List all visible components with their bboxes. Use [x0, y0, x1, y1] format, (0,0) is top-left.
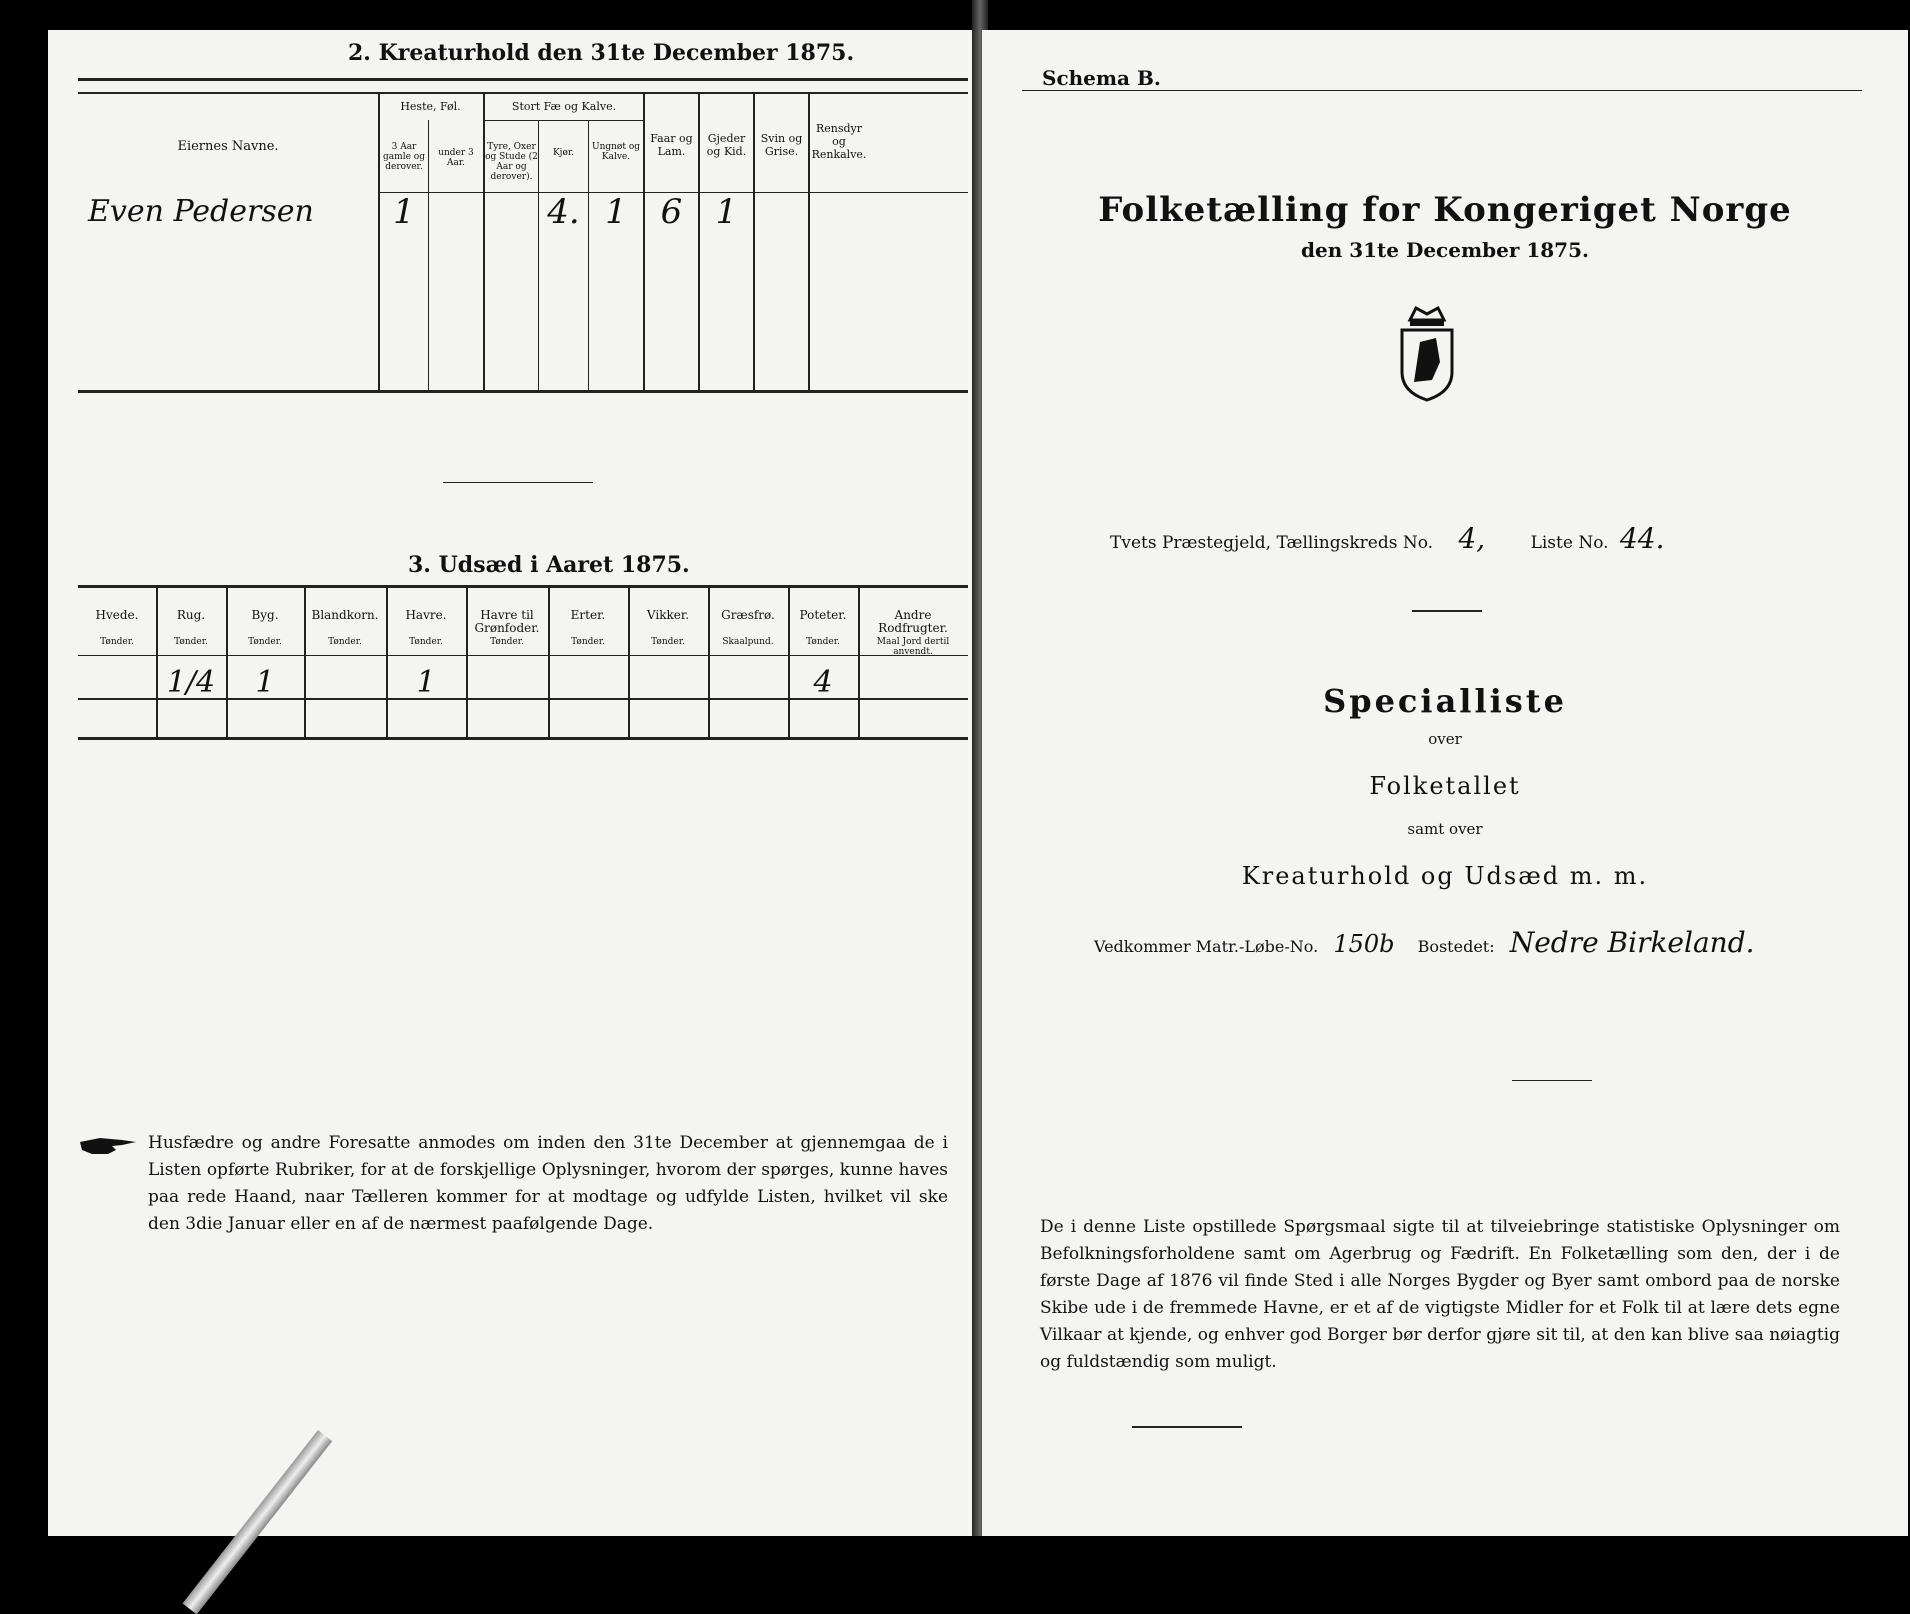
folketallet-text: Folketallet [1369, 772, 1521, 800]
over-text: over [1428, 730, 1462, 748]
matr-number: 150b [1333, 930, 1395, 958]
seed-header: Andre Rodfrugter. [878, 608, 948, 635]
seed-unit: Tønder. [806, 637, 840, 647]
seed-header: Blandkorn. [311, 608, 379, 622]
horses-group-header: Heste, Føl. [400, 100, 461, 113]
parish-label: Tvets Præstegjeld, Tællingskreds No. [1110, 533, 1434, 553]
divider [443, 482, 593, 483]
seed-value: 1 [255, 665, 275, 700]
horses-3plus-header: 3 Aar gamle og derover. [383, 142, 425, 172]
bulls-header: Tyre, Oxer og Stude (2 Aar og derover). [485, 142, 538, 182]
goats-header: Gjeder og Kid. [706, 132, 747, 158]
kreaturhold-text: Kreaturhold og Udsæd m. m. [1241, 862, 1649, 890]
owner-name: Even Pedersen [88, 194, 314, 229]
coat-of-arms-icon [1392, 302, 1462, 402]
seed-header: Havre. [405, 608, 447, 622]
divider [1022, 90, 1862, 91]
seed-header: Havre til Grønfoder. [474, 608, 540, 635]
seed-header: Græsfrø. [721, 608, 775, 622]
seed-header: Hvede. [95, 608, 139, 622]
seed-header: Poteter. [799, 608, 847, 622]
young-calves-value: 1 [605, 192, 627, 232]
seed-header: Vikker. [646, 608, 690, 622]
horses-under3-header: under 3 Aar. [438, 148, 474, 168]
pointing-hand-icon [78, 1130, 138, 1160]
samt-over-text: samt over [1407, 820, 1483, 838]
seed-header: Byg. [251, 608, 279, 622]
seed-unit: Tønder. [409, 637, 443, 647]
seed-unit: Tønder. [571, 637, 605, 647]
district-number: 4, [1458, 522, 1486, 555]
seed-unit: Tønder. [651, 637, 685, 647]
matr-label: Vedkommer Matr.-Løbe-No. [1094, 937, 1319, 956]
seed-unit: Maal Jord dertil anvendt. [876, 637, 950, 657]
bostedet-value: Nedre Birkeland. [1509, 926, 1755, 959]
matr-line [1094, 926, 1755, 959]
seed-header: Erter. [570, 608, 606, 622]
bostedet-label: Bostedet: [1417, 937, 1495, 956]
divider [78, 78, 968, 81]
pen-icon [183, 1430, 333, 1614]
notice-text: Husfædre og andre Foresatte anmodes om inden den 31te December at gjennemgaa de i Listen opførte Rubriker, for at de forskjellige Oplysninger, hvorom der spørges, kunne haves paa rede Haand, naar Tælleren kommer for at modtage og udfylde Listen, hvilket vil ske den 3die Januar eller en af de nærmest paafølgende Dage. [148, 1133, 948, 1234]
right-page [982, 30, 1908, 1536]
divider [1512, 1080, 1592, 1081]
goats-value: 1 [715, 192, 738, 232]
seed-value: 1/4 [166, 665, 216, 700]
sheep-header: Faar og Lam. [650, 132, 693, 158]
divider [1132, 1426, 1242, 1428]
cattle-group-header: Stort Fæ og Kalve. [511, 100, 617, 113]
page-date: den 31te December 1875. [1301, 238, 1589, 262]
list-number: 44. [1619, 522, 1665, 555]
seed-value: 4 [813, 665, 833, 700]
footer-text: De i denne Liste opstillede Spørgsmaal sigte til at tilveiebringe statistiske Oplysninger om Befolkningsforholdene samt om Agerbrug og Fædrift. En Folketælling som den, der i de første Dage af 1876 vil finde Sted i alle Norges Bygder og Byer samt ombord paa de norske Skibe ude i de fremmede Havne, er et af de vigtigste Midler for et Folk til at lære dets egne Vilkaar at kjende, og enhver god Borger bør derfor gjøre sit til, at den kan blive saa nøiagtig og fuldstændig som muligt. [1040, 1217, 1840, 1372]
left-page [48, 30, 978, 1536]
schema-label: Schema B. [1042, 66, 1161, 90]
section3-title: 3. Udsæd i Aaret 1875. [408, 552, 690, 578]
seed-unit: Tønder. [174, 637, 208, 647]
young-calves-header: Ungnøt og Kalve. [591, 142, 640, 162]
cows-header: Kjør. [552, 148, 575, 158]
sheep-value: 6 [660, 192, 683, 232]
livestock-table [78, 92, 968, 392]
seed-unit: Tønder. [328, 637, 362, 647]
special-list-heading: Specialliste [1323, 682, 1567, 720]
section2-title: 2. Kreaturhold den 31te December 1875. [348, 40, 855, 66]
seed-unit: Tønder. [248, 637, 282, 647]
seed-unit: Skaalpund. [722, 637, 774, 647]
parish-line [1110, 522, 1664, 555]
reindeer-header: Rensdyr og Renkalve. [811, 122, 867, 161]
pigs-header: Svin og Grise. [760, 132, 803, 158]
seed-unit: Tønder. [100, 637, 134, 647]
divider [1412, 610, 1482, 612]
cows-value: 4. [547, 192, 580, 232]
seed-value: 1 [416, 665, 436, 700]
horses-3plus-value: 1 [393, 192, 415, 232]
seed-header: Rug. [176, 608, 206, 622]
list-label: Liste No. [1530, 533, 1609, 553]
owner-header: Eiernes Navne. [177, 139, 279, 154]
seed-unit: Tønder. [490, 637, 524, 647]
page-title: Folketælling for Kongeriget Norge [1098, 190, 1792, 230]
